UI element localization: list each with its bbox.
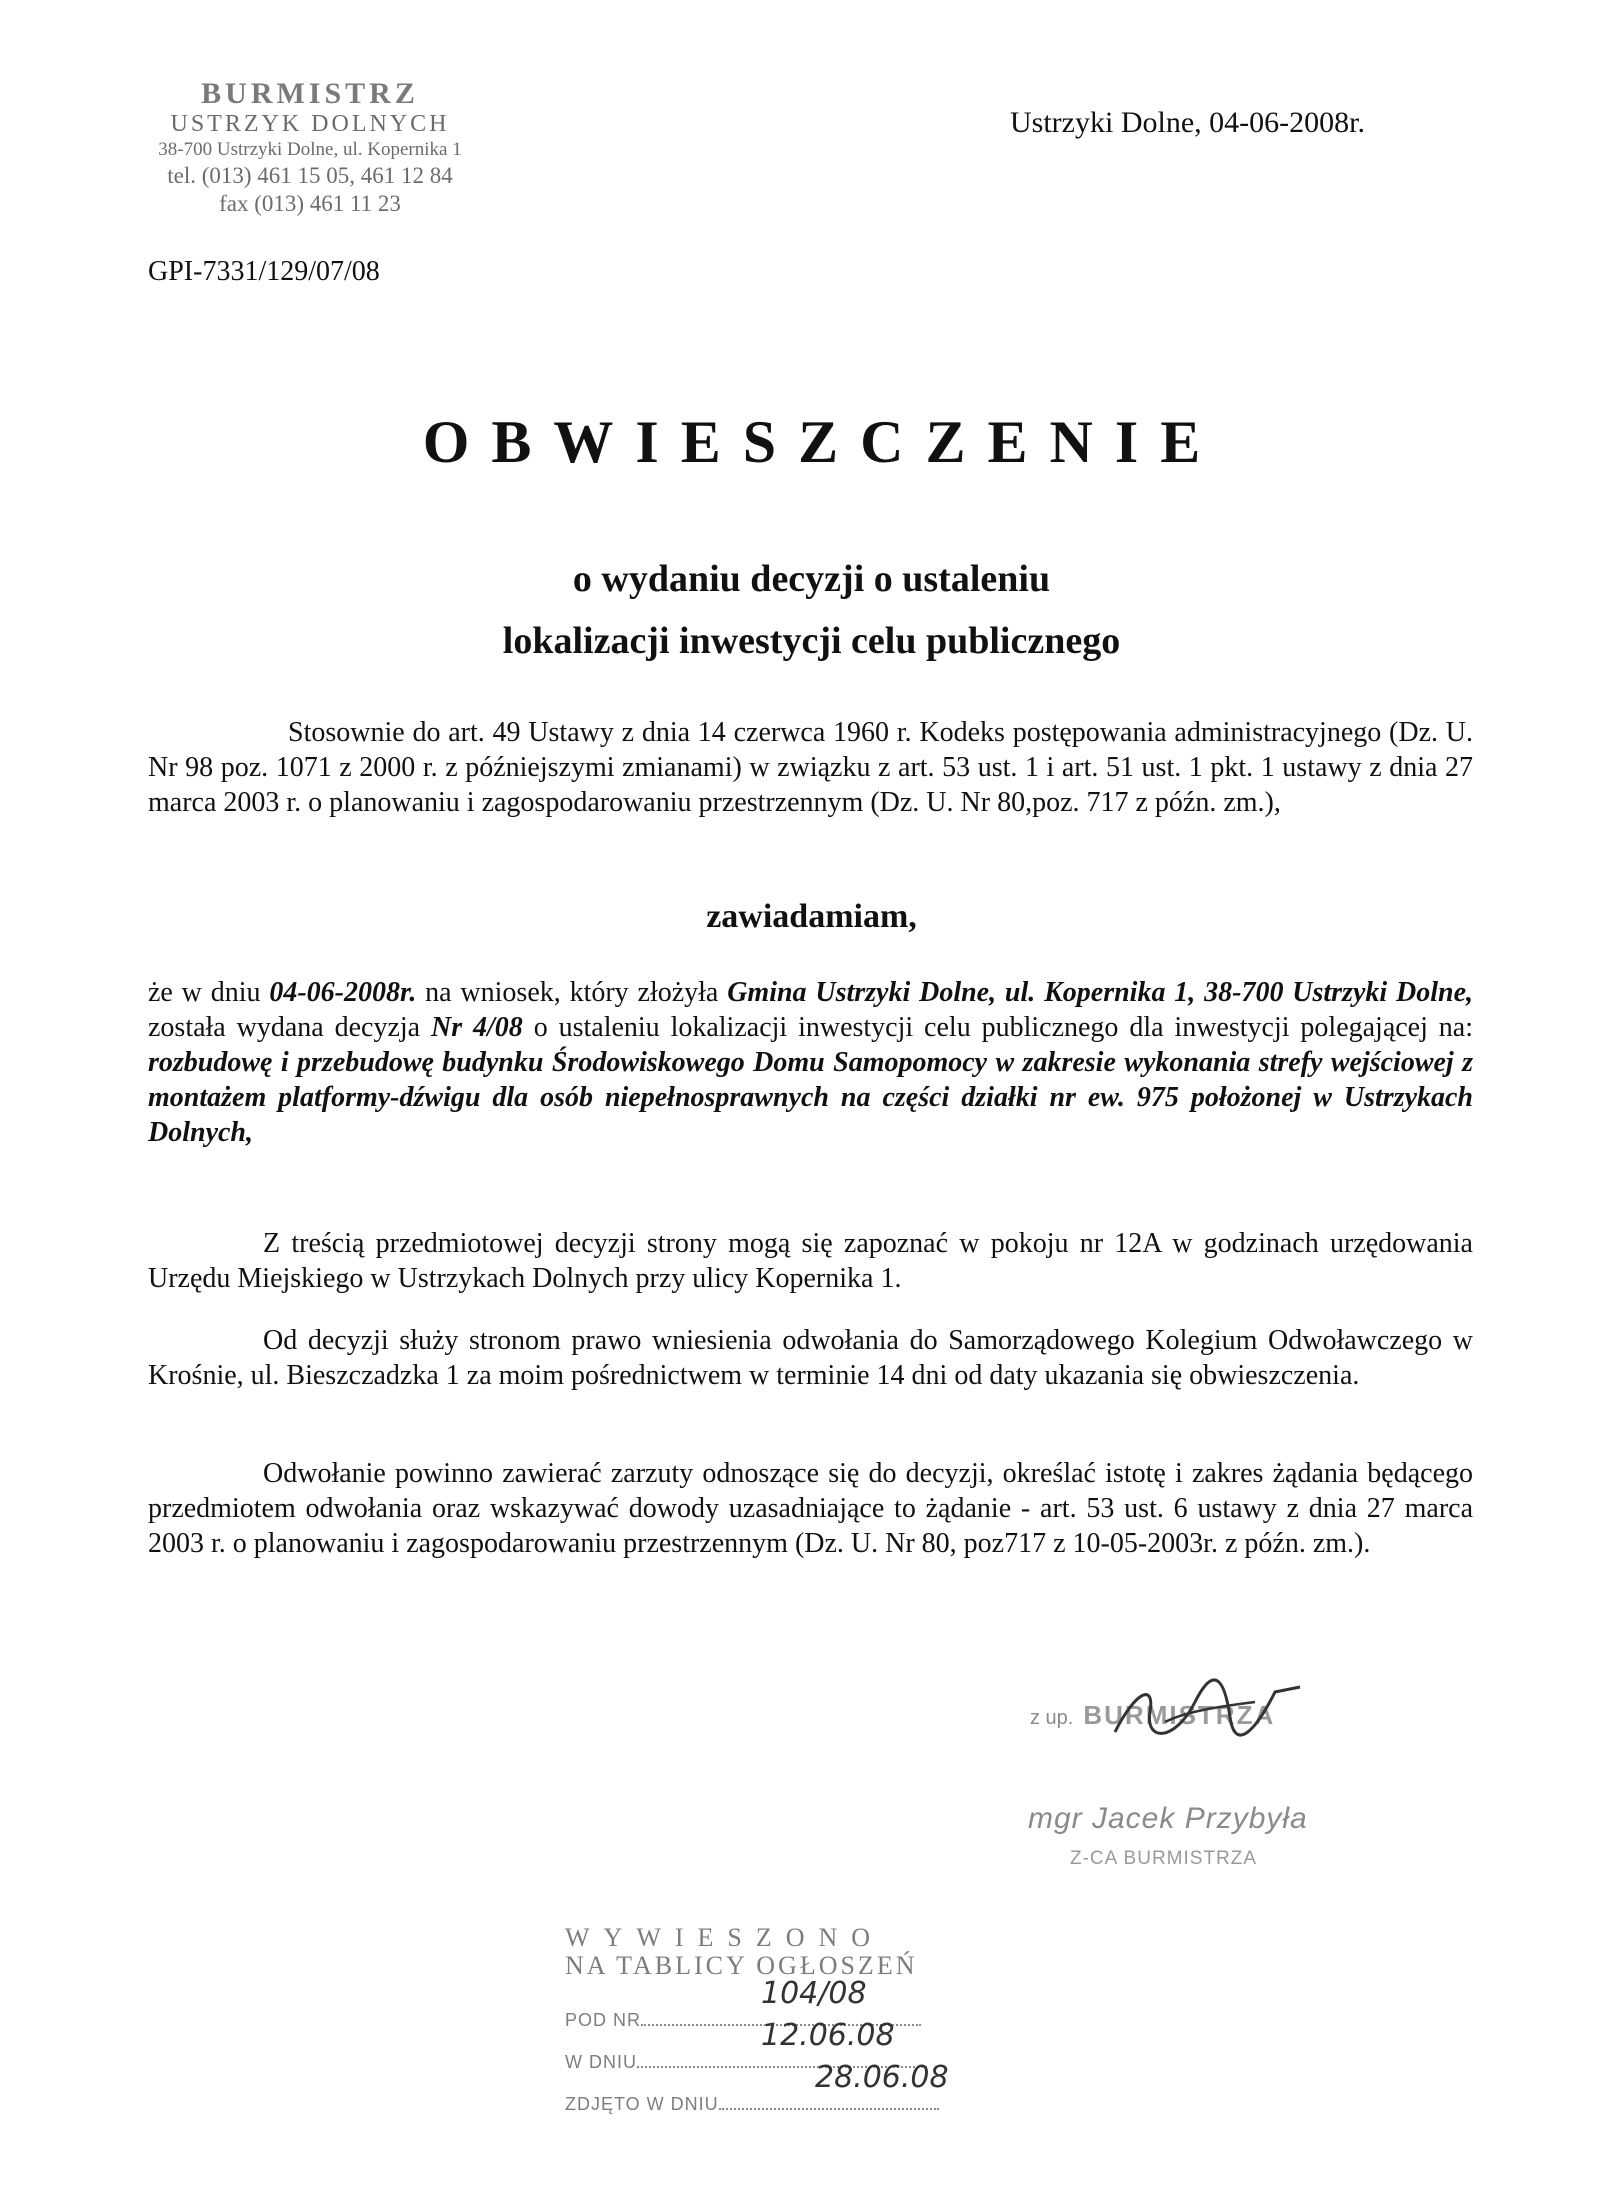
- appeal-content-paragraph: Odwołanie powinno zawierać zarzuty odnoszące się do decyzji, określać istotę i zakres żądania będącego przedmiotem odwołania oraz wskazywać dowody uzasadniające to żądanie - art. 53 ust. 6 ustawy z dnia 27 marca 2003 r. o planowaniu i zagospodarowaniu przestrzennym (Dz. U. Nr 80, poz717 z 10-05-2003r. z późn. zm.).: [148, 1458, 1473, 1559]
- posting-date-label: W DNIU: [565, 2052, 637, 2072]
- decision-text-4: o ustaleniu lokalizacji inwestycji celu publicznego dla inwestycji polegającej na:: [522, 1012, 1473, 1043]
- legal-basis-paragraph: [148, 715, 1473, 820]
- posting-number-label: POD NR: [565, 2010, 642, 2030]
- posting-stamp-header-2: NA TABLICY OGŁOSZEŃ: [565, 1951, 918, 1980]
- reference-number: GPI-7331/129/07/08: [148, 256, 380, 287]
- letterhead-address: 38-700 Ustrzyki Dolne, ul. Kopernika 1: [158, 139, 462, 160]
- announcement-heading: zawiadamiam,: [706, 898, 917, 935]
- applicant-name: Gmina Ustrzyki Dolne, ul. Kopernika 1, 38-700 Ustrzyki Dolne,: [727, 977, 1473, 1008]
- letterhead-town: USTRZYK DOLNYCH: [170, 111, 450, 137]
- legal-basis-text: Stosownie do art. 49 Ustawy z dnia 14 czerwca 1960 r. Kodeks postępowania administracyjnego (Dz. U. Nr 98 poz. 1071 z 2000 r. z późniejszymi zmianami) w związku z art. 53 ust. 1 i art. 51 ust. 1 pkt. 1 ustawy z dnia 27 marca 2003 r. o planowaniu i zagospodarowaniu przestrzennym (Dz. U. Nr 80,poz. 717 z późn. zm.),: [148, 717, 1473, 818]
- subtitle-line-1: o wydaniu decyzji o ustaleniu: [572, 558, 1051, 600]
- signature-prefix: z up.: [1030, 1707, 1074, 1729]
- decision-text-2: na wniosek, który złożyła: [416, 977, 728, 1008]
- signature-office: BURMISTRZA: [1083, 1700, 1276, 1730]
- decision-text-3: została wydana decyzja: [148, 1012, 431, 1043]
- decision-paragraph: [148, 975, 1473, 1150]
- document-date: Ustrzyki Dolne, 04-06-2008r.: [1010, 106, 1365, 139]
- letterhead-title: BURMISTRZ: [201, 77, 419, 110]
- posting-stamp: [565, 1923, 949, 2114]
- removal-date-row: [565, 2092, 939, 2115]
- inspection-paragraph: Z treścią przedmiotowej decyzji strony mogą się zapoznać w pokoju nr 12A w godzinach urzędowania Urzędu Miejskiego w Ustrzykach Dolnych przy ulicy Kopernika 1.: [148, 1228, 1473, 1294]
- document-subtitle: [0, 548, 1623, 672]
- handwritten-signature: [1105, 1672, 1305, 1752]
- signatory-role: Z-CA BURMISTRZA: [1070, 1848, 1258, 1869]
- letterhead-phone: tel. (013) 461 15 05, 461 12 84: [167, 163, 453, 188]
- appeal-right-paragraph: Od decyzji służy stronom prawo wniesienia odwołania do Samorządowego Kolegium Odwoławczego w Krośnie, ul. Bieszczadzka 1 za moim pośrednictwem w terminie 14 dni od daty ukazania się obwieszczenia.: [148, 1325, 1473, 1391]
- document-title: OBWIESZCZENIE: [422, 409, 1223, 475]
- removal-date-label: ZDJĘTO W DNIU: [565, 2094, 719, 2114]
- removal-date-value: 28.06.08: [815, 2060, 949, 2095]
- letterhead-stamp: [150, 78, 470, 218]
- investment-description: rozbudowę i przebudowę budynku Środowiskowego Domu Samopomocy w zakresie wykonania strefy wejściowej z montażem platformy-dźwigu dla osób niepełnosprawnych na części działki nr ew. 975 położonej w Ustrzykach Dolnych,: [148, 1047, 1473, 1148]
- decision-text-1: że w dniu: [148, 977, 270, 1008]
- decision-date: 04-06-2008r.: [269, 977, 417, 1008]
- posting-date-value: 12.06.08: [761, 2018, 895, 2053]
- decision-number: Nr 4/08: [431, 1012, 523, 1043]
- letterhead-fax: fax (013) 461 11 23: [219, 191, 401, 216]
- posting-stamp-header-1: WYWIESZONO: [565, 1923, 885, 1952]
- posting-number-value: 104/08: [761, 1976, 867, 2011]
- subtitle-line-2: lokalizacji inwestycji celu publicznego: [502, 620, 1121, 662]
- signatory-name: mgr Jacek Przybyła: [1028, 1802, 1308, 1835]
